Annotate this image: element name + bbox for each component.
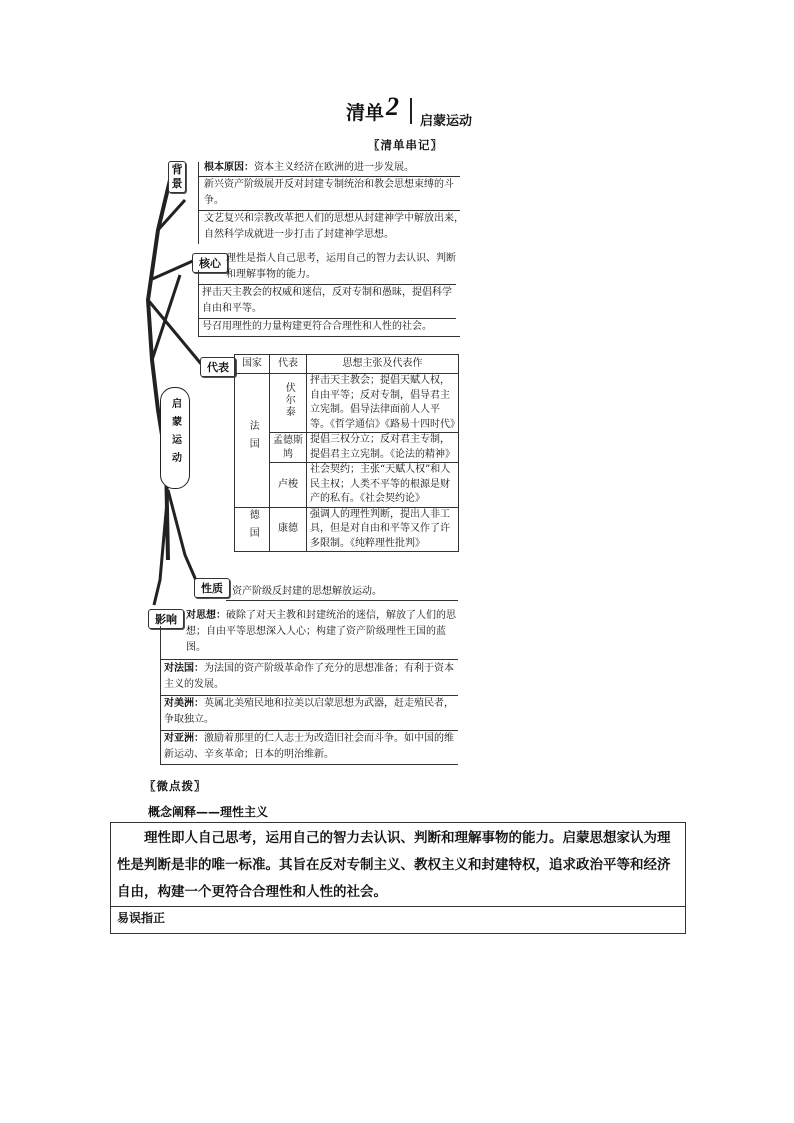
label-background: 背景: [168, 161, 186, 193]
country-germany: 德国: [235, 507, 270, 552]
list-title: 清单: [346, 102, 385, 124]
table-header-row: 国家 代表 思想主张及代表作: [235, 355, 459, 374]
list-number: 2: [386, 92, 399, 121]
label-nature: 性质: [194, 578, 230, 598]
table-row: 卢梭 社会契约；主张“天赋人权”和人民主权；人类不平等的根源是财产的私有。《社会契约论》: [235, 463, 459, 508]
core-item-2: 抨击天主教会的权威和迷信，反对专制和愚昧，提倡科学自由和平等。: [202, 287, 452, 314]
background-root-cause: 根本原因：资本主义经济在欧洲的进一步发展。: [204, 162, 414, 173]
label-representatives: 代表: [200, 357, 236, 377]
core-item-3: 号召用理性的力量构建更符合合理性和人性的社会。: [202, 321, 432, 332]
table-row: 孟德斯鸠 提倡三权分立；反对君主专制，提倡君主立宪制。《论法的精神》: [235, 433, 459, 463]
core-reason-line1: 理性是指人自己思考，运用自己的智力去认识、判断和理解事物的能力。: [226, 253, 456, 280]
concept-box: [110, 822, 686, 934]
table-row: 德国 康德 强调人的理性判断，提出人非工具，但是对自由和平等又作了许多限制。《纯粹理性批判》: [235, 507, 459, 552]
section-tag: 〖清单串记〗: [368, 138, 443, 152]
influence-france: 对法国：为法国的资产阶级革命作了充分的思想准备；有利于资本主义的发展。: [164, 663, 454, 690]
title-divider: [410, 98, 412, 124]
center-node: 启蒙运动: [160, 387, 190, 489]
nature-text: 资产阶级反封建的思想解放运动。: [232, 586, 382, 597]
table-row: 法国 伏尔泰 抨击天主教会；提倡天赋人权，自由平等；反对专制，倡导君主立宪制。倡导法律面前人人平等。《哲学通信》《路易十四时代》: [235, 374, 459, 433]
concept-footer: 易误指正: [117, 911, 166, 925]
country-france: 法国: [235, 374, 270, 508]
influence-asia: 对亚洲：激励着那里的仁人志士为改造旧社会而斗争。如中国的维新运动、辛亥革命；日本的明治维新。: [164, 733, 454, 760]
background-renaissance: 文艺复兴和宗教改革把人们的思想从封建神学中解放出来，自然科学成就进一步打击了封建神学思想。: [204, 213, 464, 240]
background-bracket: [198, 162, 199, 244]
label-core: 核心: [192, 253, 228, 273]
tips-tag: 〖微点拨〗: [144, 779, 207, 793]
concept-title: 概念阐释——理性主义: [148, 805, 269, 819]
influence-thought: 对思想：破除了对天主教和封建统治的迷信，解放了人们的思想；自由平等思想深入人心；构建了资产阶级理性王国的蓝图。: [186, 610, 456, 653]
list-subtitle: 启蒙运动: [420, 114, 473, 129]
concept-text: 理性即人自己思考，运用自己的智力去认识、判断和理解事物的能力。启蒙思想家认为理性是判断是非的唯一标准。其旨在反对专制主义、教权主义和封建特权，追求政治平等和经济自由，构建一个更符合合理性和人性的社会。: [117, 830, 671, 900]
label-influence: 影响: [148, 609, 184, 629]
background-struggle: 新兴资产阶级展开反对封建专制统治和教会思想束缚的斗争。: [204, 179, 454, 206]
influence-america: 对美洲：英属北美殖民地和拉美以启蒙思想为武器，赶走殖民者，争取独立。: [164, 698, 454, 725]
representatives-table: [234, 354, 459, 552]
